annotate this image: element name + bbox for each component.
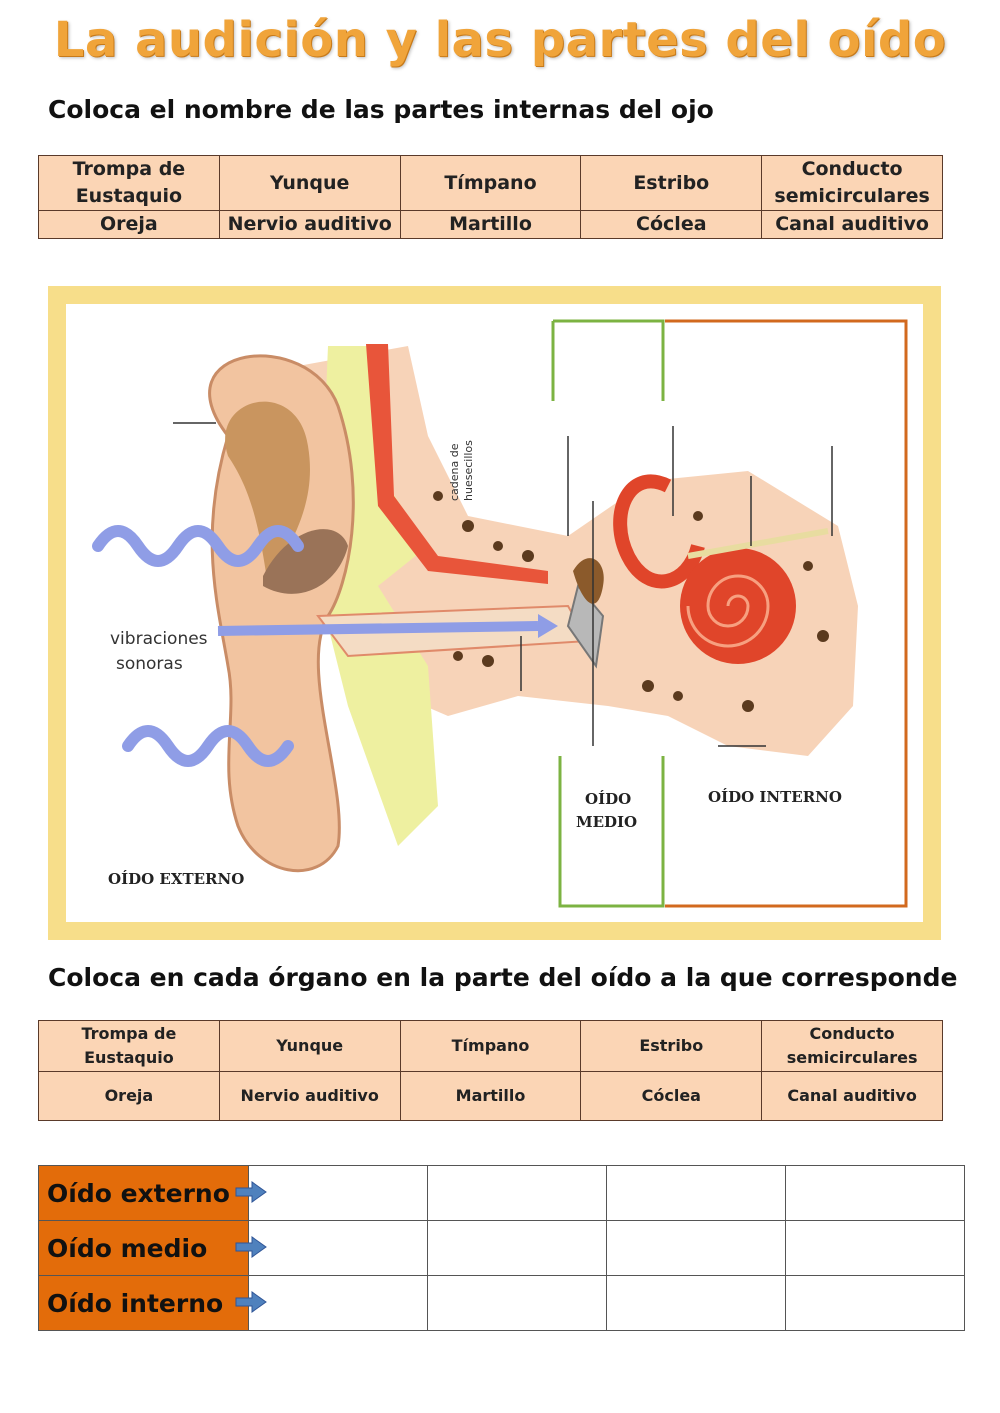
answer-cell[interactable] <box>786 1221 965 1276</box>
row-label-oido-medio <box>39 1221 249 1276</box>
word-cell[interactable]: Tímpano <box>400 1021 581 1072</box>
label-oido-externo: OÍDO EXTERNO <box>108 870 245 888</box>
right-arrow-icon <box>234 1181 268 1203</box>
right-arrow-icon <box>234 1236 268 1258</box>
table-row <box>39 1276 965 1331</box>
answer-cell[interactable] <box>428 1221 607 1276</box>
table-row <box>39 211 943 239</box>
row-label-text: Oído externo <box>47 1178 230 1208</box>
ear-diagram <box>48 286 941 940</box>
answer-cell[interactable] <box>428 1166 607 1221</box>
table-row <box>39 1072 943 1121</box>
label-oido-medio-1: OÍDO <box>585 790 632 808</box>
row-label-oido-externo <box>39 1166 249 1221</box>
word-cell[interactable]: Conducto semicirculares <box>762 1021 943 1072</box>
answer-cell[interactable] <box>249 1276 428 1331</box>
word-cell[interactable]: Yunque <box>219 156 400 211</box>
label-vibraciones: vibraciones <box>110 629 208 649</box>
word-cell[interactable]: Canal auditivo <box>762 1072 943 1121</box>
answer-cell[interactable] <box>607 1276 786 1331</box>
row-label-text: Oído medio <box>47 1233 208 1263</box>
word-bank-table-2 <box>38 1020 943 1121</box>
word-cell[interactable]: Yunque <box>219 1021 400 1072</box>
word-cell[interactable]: Martillo <box>400 211 581 239</box>
word-cell[interactable]: Estribo <box>581 1021 762 1072</box>
answer-cell[interactable] <box>428 1276 607 1331</box>
table-row <box>39 1166 965 1221</box>
answer-cell[interactable] <box>786 1166 965 1221</box>
label-huesecillos: huesecillos <box>462 440 475 501</box>
table-row <box>39 1021 943 1072</box>
table-row <box>39 1221 965 1276</box>
word-cell[interactable]: Oreja <box>39 211 220 239</box>
word-cell[interactable]: Cóclea <box>581 211 762 239</box>
word-cell[interactable]: Nervio auditivo <box>219 211 400 239</box>
section2-heading: Coloca en cada órgano en la parte del oído a la que corresponde <box>48 963 958 992</box>
word-cell[interactable]: Trompa de Eustaquio <box>39 1021 220 1072</box>
answer-cell[interactable] <box>249 1166 428 1221</box>
word-cell[interactable]: Cóclea <box>581 1072 762 1121</box>
sound-path-arrow <box>218 626 538 631</box>
word-bank-table-1 <box>38 155 943 239</box>
word-cell[interactable]: Martillo <box>400 1072 581 1121</box>
cochlea <box>680 548 796 664</box>
label-oido-interno: OÍDO INTERNO <box>708 788 842 806</box>
word-cell[interactable]: Oreja <box>39 1072 220 1121</box>
answer-cell[interactable] <box>607 1221 786 1276</box>
table-row <box>39 156 943 211</box>
word-cell[interactable]: Canal auditivo <box>762 211 943 239</box>
row-label-oido-interno <box>39 1276 249 1331</box>
word-cell[interactable]: Tímpano <box>400 156 581 211</box>
word-cell[interactable]: Estribo <box>581 156 762 211</box>
right-arrow-icon <box>234 1291 268 1313</box>
section1-heading: Coloca el nombre de las partes internas del ojo <box>48 95 714 124</box>
word-cell[interactable]: Trompa de Eustaquio <box>39 156 220 211</box>
row-label-text: Oído interno <box>47 1288 224 1318</box>
answer-cell[interactable] <box>786 1276 965 1331</box>
label-sonoras: sonoras <box>116 654 183 674</box>
answer-cell[interactable] <box>249 1221 428 1276</box>
label-oido-medio-2: MEDIO <box>576 813 638 831</box>
ear-diagram-svg <box>48 286 941 940</box>
word-cell[interactable]: Conducto semicirculares <box>762 156 943 211</box>
label-cadena: cadena de <box>448 443 461 501</box>
answer-cell[interactable] <box>607 1166 786 1221</box>
answer-table <box>38 1165 965 1331</box>
page-title: La audición y las partes del oído <box>53 12 947 68</box>
word-cell[interactable]: Nervio auditivo <box>219 1072 400 1121</box>
